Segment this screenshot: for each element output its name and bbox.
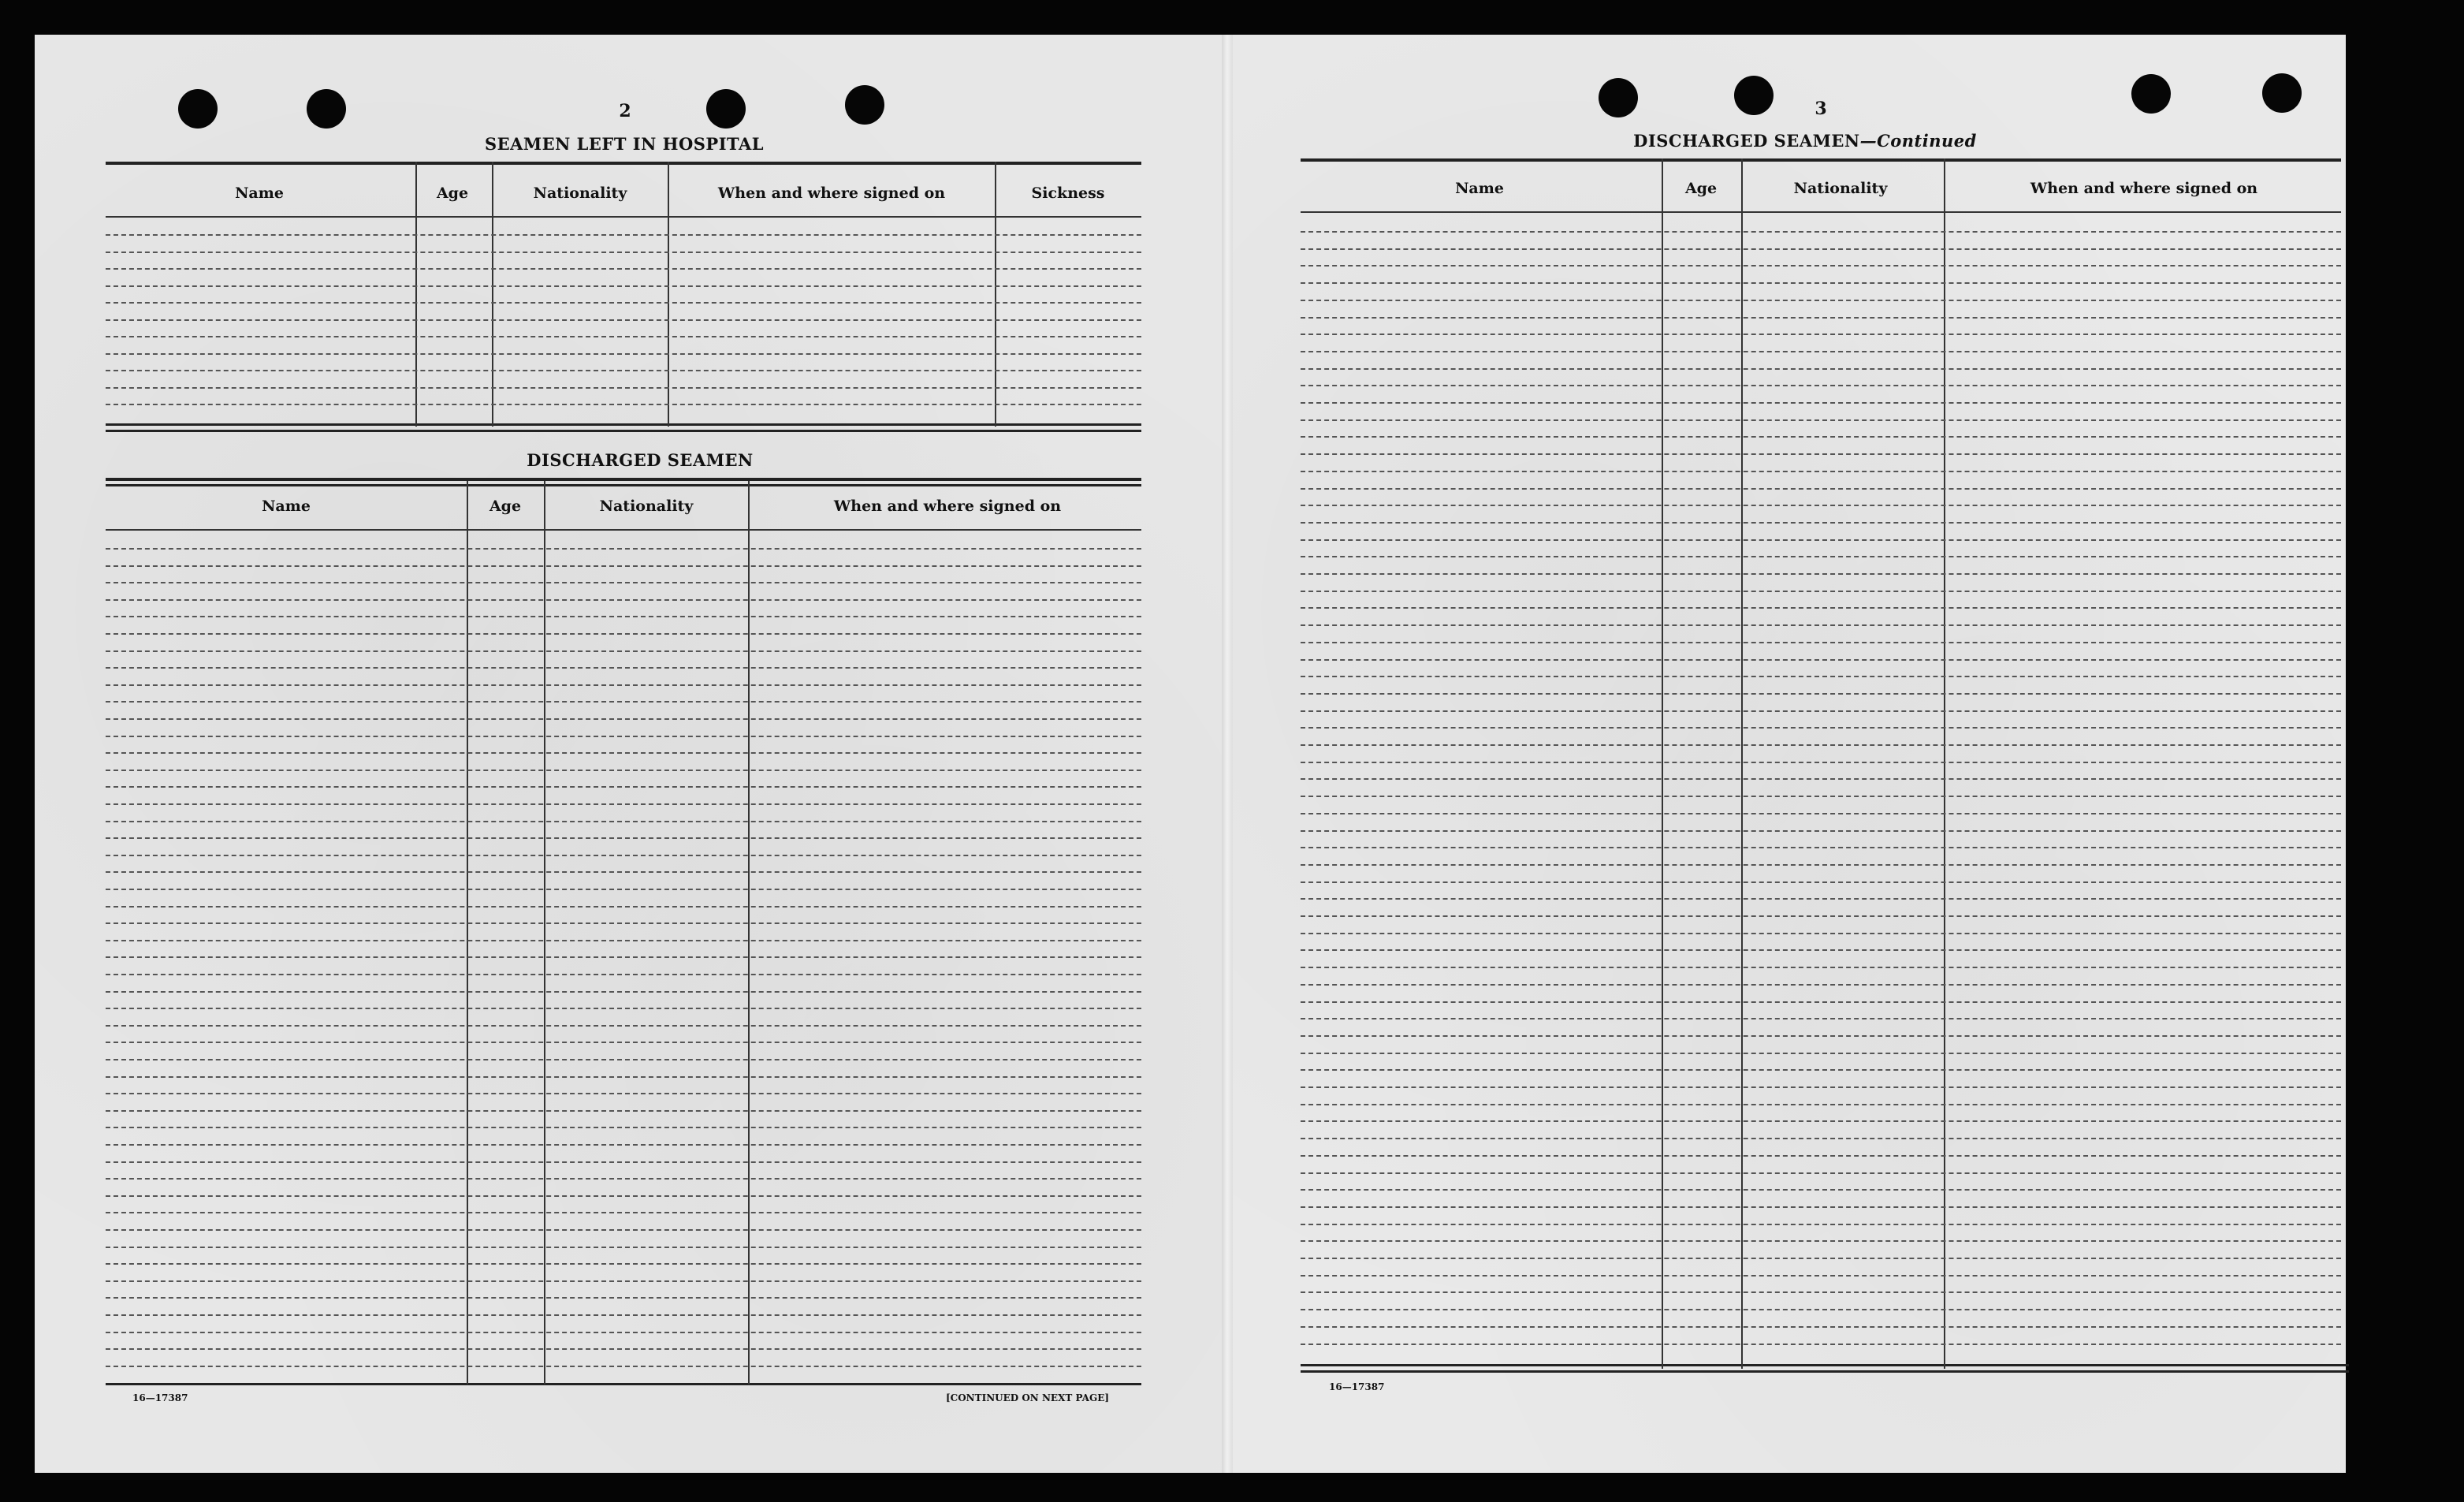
discharged-row-line: [106, 1366, 1141, 1367]
discharged-row-line: [106, 548, 1141, 550]
continued-row-line: [1301, 1138, 2341, 1139]
continued-row-line: [1301, 539, 2341, 541]
continued-row-line: [1301, 505, 2341, 506]
discharged-row-line: [106, 1297, 1141, 1299]
discharged-table-bottom-rule: [106, 1383, 1141, 1385]
continued-row-line: [1301, 898, 2341, 900]
discharged-row-line: [106, 650, 1141, 652]
discharged-row-line: [106, 922, 1141, 924]
continued-row-line: [1301, 710, 2341, 712]
continued-row-line: [1301, 488, 2341, 490]
continued-col-name-header: Name: [1455, 180, 1504, 197]
hospital-col-age-header: Age: [436, 184, 469, 202]
punch-hole: [1599, 78, 1638, 117]
continued-row-line: [1301, 676, 2341, 677]
discharged-row-line: [106, 837, 1141, 839]
discharged-row-line: [106, 871, 1141, 873]
continued-row-line: [1301, 1086, 2341, 1088]
continued-row-line: [1301, 1104, 2341, 1105]
discharged-row-line: [106, 633, 1141, 635]
continued-row-line: [1301, 265, 2341, 266]
continued-col-signed-on-header: When and where signed on: [2030, 180, 2258, 197]
discharged-col-name-header: Name: [262, 498, 311, 515]
continued-row-line: [1301, 334, 2341, 335]
page-number: 3: [1815, 99, 1827, 119]
continued-row-line: [1301, 231, 2341, 233]
hospital-col-signed-on-header: When and where signed on: [717, 184, 946, 202]
continued-row-line: [1301, 984, 2341, 986]
discharged-row-line: [106, 1195, 1141, 1197]
form-number: 16—17387: [1329, 1381, 1385, 1392]
hospital-row-line: [106, 319, 1141, 321]
discharged-row-line: [106, 786, 1141, 788]
continued-row-line: [1301, 1309, 2341, 1310]
continued-row-line: [1301, 864, 2341, 866]
continued-row-line: [1301, 1291, 2341, 1293]
hospital-row-line: [106, 387, 1141, 389]
discharged-row-line: [106, 1178, 1141, 1180]
discharged-col-nationality-header: Nationality: [599, 498, 694, 515]
continued-row-line: [1301, 368, 2341, 370]
discharged-table-header-rule: [106, 529, 1141, 531]
hospital-row-line: [106, 234, 1141, 236]
discharged-row-line: [106, 1280, 1141, 1282]
discharged-table-top-rule: [106, 484, 1141, 486]
continued-row-line: [1301, 385, 2341, 386]
continued-row-line: [1301, 933, 2341, 934]
discharged-row-line: [106, 855, 1141, 856]
punch-hole: [307, 89, 346, 129]
continued-row-line: [1301, 317, 2341, 319]
discharged-row-line: [106, 889, 1141, 890]
continued-suffix: —Continued: [1859, 131, 1977, 151]
discharged-row-line: [106, 1314, 1141, 1316]
hospital-table-top-rule: [106, 162, 1141, 165]
discharged-row-line: [106, 1042, 1141, 1043]
punch-hole: [2262, 73, 2302, 113]
continued-row-line: [1301, 624, 2341, 626]
continued-row-line: [1301, 762, 2341, 763]
discharged-row-line: [106, 1025, 1141, 1027]
continued-row-line: [1301, 915, 2341, 917]
punch-hole: [706, 89, 746, 129]
continued-column-divider: [1741, 158, 1743, 1369]
continued-row-line: [1301, 607, 2341, 609]
continued-row-line: [1301, 1344, 2341, 1345]
continued-row-line: [1301, 830, 2341, 832]
page-number: 2: [619, 101, 631, 121]
continued-row-line: [1301, 847, 2341, 848]
hospital-table-bottom-rule: [106, 430, 1141, 432]
continued-row-line: [1301, 436, 2341, 438]
continued-row-line: [1301, 1069, 2341, 1071]
continued-table-bottom-rule: [1301, 1364, 2349, 1366]
continued-row-line: [1301, 659, 2341, 661]
punch-hole: [845, 85, 884, 125]
continued-row-line: [1301, 967, 2341, 968]
continued-row-line: [1301, 1053, 2341, 1054]
punch-hole: [2131, 74, 2171, 114]
continued-row-line: [1301, 1035, 2341, 1037]
continued-column-divider: [1662, 158, 1663, 1369]
discharged-row-line: [106, 1263, 1141, 1265]
discharged-row-line: [106, 1229, 1141, 1231]
hospital-table-title: SEAMEN LEFT IN HOSPITAL: [484, 134, 765, 154]
continued-table-header-rule: [1301, 211, 2341, 213]
discharged-row-line: [106, 718, 1141, 720]
continued-row-line: [1301, 1001, 2341, 1003]
continued-row-line: [1301, 1275, 2341, 1277]
continued-note: [CONTINUED ON NEXT PAGE]: [946, 1392, 1110, 1403]
discharged-row-line: [106, 821, 1141, 822]
discharged-row-line: [106, 956, 1141, 958]
continued-row-line: [1301, 778, 2341, 780]
discharged-row-line: [106, 701, 1141, 703]
discharged-row-line: [106, 1332, 1141, 1333]
continued-row-line: [1301, 1224, 2341, 1225]
discharged-row-line: [106, 906, 1141, 908]
discharged-row-line: [106, 1144, 1141, 1146]
hospital-row-line: [106, 370, 1141, 371]
discharged-row-line: [106, 974, 1141, 975]
hospital-col-nationality-header: Nationality: [533, 184, 627, 202]
page-fold: [1222, 35, 1233, 1473]
continued-row-line: [1301, 351, 2341, 352]
continued-row-line: [1301, 402, 2341, 404]
continued-row-line: [1301, 471, 2341, 472]
continued-table-bottom-rule: [1301, 1370, 2349, 1373]
discharged-row-line: [106, 940, 1141, 941]
continued-col-age-header: Age: [1684, 180, 1718, 197]
continued-row-line: [1301, 1018, 2341, 1019]
discharged-continued-title: [1633, 131, 1977, 151]
hospital-col-sickness-header: Sickness: [1031, 184, 1105, 202]
continued-row-line: [1301, 727, 2341, 729]
continued-row-line: [1301, 591, 2341, 592]
continued-row-line: [1301, 881, 2341, 883]
hospital-row-line: [106, 336, 1141, 337]
hospital-row-line: [106, 404, 1141, 405]
discharged-row-line: [106, 684, 1141, 686]
continued-row-line: [1301, 744, 2341, 746]
continued-row-line: [1301, 1155, 2341, 1157]
continued-row-line: [1301, 693, 2341, 695]
continued-row-line: [1301, 1189, 2341, 1191]
continued-row-line: [1301, 1206, 2341, 1208]
continued-col-nationality-header: Nationality: [1793, 180, 1888, 197]
continued-row-line: [1301, 300, 2341, 301]
discharged-row-line: [106, 770, 1141, 771]
discharged-row-line: [106, 565, 1141, 567]
continued-row-line: [1301, 949, 2341, 951]
hospital-table-bottom-rule: [106, 423, 1141, 426]
punch-hole: [178, 89, 218, 129]
hospital-row-line: [106, 285, 1141, 287]
discharged-row-line: [106, 736, 1141, 737]
discharged-row-line: [106, 1348, 1141, 1350]
continued-row-line: [1301, 1258, 2341, 1259]
hospital-row-line: [106, 302, 1141, 304]
discharged-row-line: [106, 582, 1141, 583]
continued-row-line: [1301, 573, 2341, 575]
continued-row-line: [1301, 282, 2341, 284]
discharged-row-line: [106, 991, 1141, 993]
discharged-row-line: [106, 752, 1141, 754]
discharged-row-line: [106, 1247, 1141, 1248]
discharged-row-line: [106, 667, 1141, 669]
continued-table-top-rule: [1301, 158, 2341, 162]
continued-column-divider: [1944, 158, 1945, 1369]
hospital-col-name-header: Name: [235, 184, 284, 202]
continued-row-line: [1301, 813, 2341, 814]
continued-row-line: [1301, 1172, 2341, 1174]
continued-row-line: [1301, 248, 2341, 250]
discharged-row-line: [106, 1093, 1141, 1094]
discharged-row-line: [106, 1212, 1141, 1213]
punch-hole: [1734, 76, 1774, 115]
hospital-row-line: [106, 252, 1141, 253]
hospital-row-line: [106, 353, 1141, 355]
discharged-row-line: [106, 803, 1141, 805]
discharged-row-line: [106, 1161, 1141, 1163]
continued-row-line: [1301, 796, 2341, 797]
discharged-continued-title-main: DISCHARGED SEAMEN: [1633, 131, 1860, 151]
continued-row-line: [1301, 642, 2341, 643]
continued-row-line: [1301, 522, 2341, 524]
discharged-row-line: [106, 1008, 1141, 1009]
discharged-row-line: [106, 1076, 1141, 1078]
continued-row-line: [1301, 1326, 2341, 1328]
hospital-row-line: [106, 268, 1141, 270]
continued-row-line: [1301, 453, 2341, 455]
discharged-row-line: [106, 1127, 1141, 1128]
discharged-col-signed-on-header: When and where signed on: [833, 498, 1062, 515]
continued-row-line: [1301, 419, 2341, 421]
discharged-row-line: [106, 616, 1141, 617]
discharged-row-line: [106, 1059, 1141, 1060]
form-number: 16—17387: [132, 1392, 188, 1403]
discharged-table-top-rule: [106, 478, 1141, 481]
discharged-table-title: DISCHARGED SEAMEN: [527, 450, 754, 470]
discharged-row-line: [106, 1110, 1141, 1112]
discharged-col-age-header: Age: [489, 498, 522, 515]
continued-row-line: [1301, 1120, 2341, 1122]
hospital-table-header-rule: [106, 216, 1141, 218]
discharged-row-line: [106, 599, 1141, 601]
continued-row-line: [1301, 1240, 2341, 1242]
continued-row-line: [1301, 556, 2341, 557]
